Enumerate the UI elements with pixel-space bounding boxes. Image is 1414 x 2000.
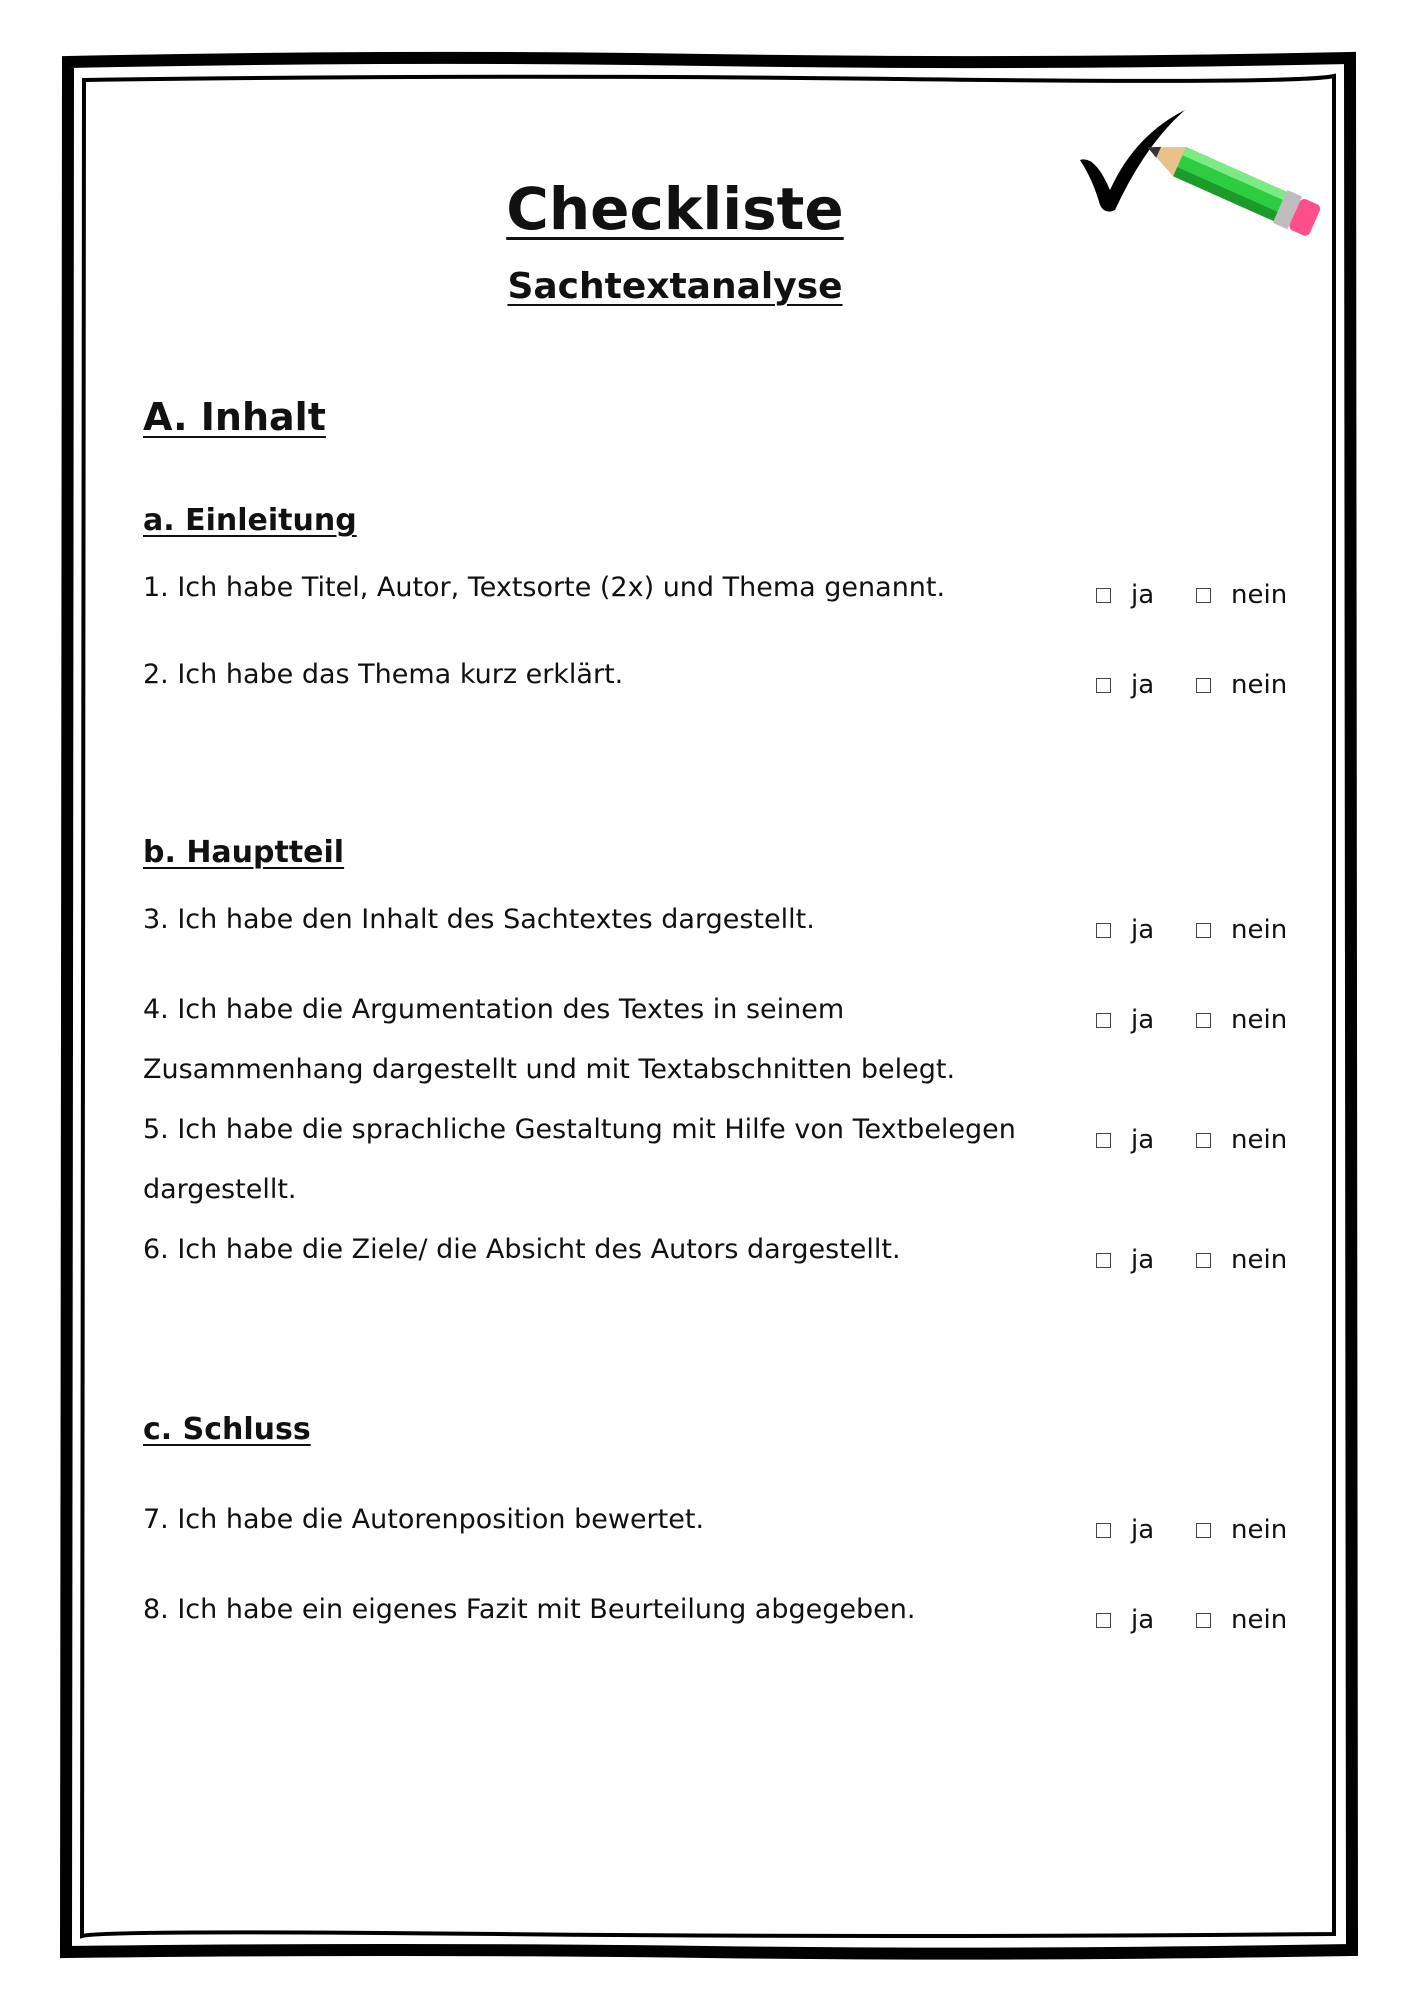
checklist-item-7-answers [1096,1515,1296,1555]
option-label-ja: ja [1131,1125,1155,1155]
checkbox-square-icon[interactable] [1196,678,1211,693]
checkbox-square-icon[interactable] [1096,1013,1111,1028]
checkbox-square-icon[interactable] [1096,588,1111,603]
checklist-item-2-answers [1096,670,1296,710]
checkbox-ja[interactable] [1096,1605,1154,1635]
checkbox-square-icon[interactable] [1096,923,1111,938]
option-label-nein: nein [1231,915,1288,945]
checklist-item-5-answers [1096,1125,1296,1165]
option-label-nein: nein [1231,1125,1288,1155]
option-label-ja: ja [1131,580,1155,610]
checkbox-ja[interactable] [1096,1005,1154,1035]
subsection-heading-hauptteil: b. Hauptteil [143,835,345,870]
option-label-nein: nein [1231,580,1288,610]
document-title: Checkliste [506,175,844,243]
option-label-ja: ja [1131,1005,1155,1035]
option-label-ja: ja [1131,1245,1155,1275]
checklist-item-7-text: 7. Ich habe die Autorenposition bewertet. [143,1504,705,1535]
checkbox-square-icon[interactable] [1096,678,1111,693]
checkbox-ja[interactable] [1096,1515,1154,1545]
subsection-heading-einleitung: a. Einleitung [143,503,357,538]
option-label-nein: nein [1231,670,1288,700]
checkbox-ja[interactable] [1096,1245,1154,1275]
checkbox-square-icon[interactable] [1196,1013,1211,1028]
checkbox-ja[interactable] [1096,915,1154,945]
checkbox-nein[interactable] [1196,580,1287,610]
checkbox-square-icon[interactable] [1096,1523,1111,1538]
checkbox-nein[interactable] [1196,1605,1287,1635]
option-label-nein: nein [1231,1605,1288,1635]
option-label-ja: ja [1131,670,1155,700]
option-label-nein: nein [1231,1005,1288,1035]
checklist-item-1-answers [1096,580,1296,620]
subsection-heading-schluss: c. Schluss [143,1412,311,1447]
checklist-item-6-answers [1096,1245,1296,1285]
checkbox-nein[interactable] [1196,1125,1287,1155]
checklist-item-2-text: 2. Ich habe das Thema kurz erklärt. [143,659,624,690]
option-label-ja: ja [1131,1605,1155,1635]
checklist-item-3-text: 3. Ich habe den Inhalt des Sachtextes dargestellt. [143,904,815,935]
checkbox-nein[interactable] [1196,670,1287,700]
option-label-nein: nein [1231,1515,1288,1545]
checkbox-nein[interactable] [1196,1005,1287,1035]
checkbox-ja[interactable] [1096,580,1154,610]
checklist-item-3-answers [1096,915,1296,955]
checkbox-square-icon[interactable] [1196,1253,1211,1268]
checklist-item-1-text: 1. Ich habe Titel, Autor, Textsorte (2x) und Thema genannt. [143,572,946,603]
checkbox-nein[interactable] [1196,1245,1287,1275]
checkbox-square-icon[interactable] [1196,1613,1211,1628]
checklist-item-8-answers [1096,1605,1296,1645]
option-label-ja: ja [1131,915,1155,945]
checkbox-square-icon[interactable] [1196,1523,1211,1538]
checklist-item-4-answers [1096,1005,1296,1045]
section-heading-inhalt: A. Inhalt [143,395,326,439]
checkbox-square-icon[interactable] [1096,1613,1111,1628]
checklist-item-4-text: 4. Ich habe die Argumentation des Textes in seinem Zusammenhang dargestellt und mit Textabschnitten belegt. [143,994,956,1085]
checklist-item-6-text: 6. Ich habe die Ziele/ die Absicht des Autors dargestellt. [143,1234,901,1265]
checklist-item-5-text: 5. Ich habe die sprachliche Gestaltung mit Hilfe von Textbelegen dargestellt. [143,1114,1016,1205]
checkbox-nein[interactable] [1196,1515,1287,1545]
checkbox-square-icon[interactable] [1196,923,1211,938]
option-label-ja: ja [1131,1515,1155,1545]
checkbox-square-icon[interactable] [1096,1253,1111,1268]
checklist-item-8-text: 8. Ich habe ein eigenes Fazit mit Beurteilung abgegeben. [143,1594,916,1625]
checkbox-square-icon[interactable] [1096,1133,1111,1148]
checkbox-ja[interactable] [1096,1125,1154,1155]
checkbox-square-icon[interactable] [1196,1133,1211,1148]
checkbox-ja[interactable] [1096,670,1154,700]
checkbox-nein[interactable] [1196,915,1287,945]
option-label-nein: nein [1231,1245,1288,1275]
document-subtitle: Sachtextanalyse [507,266,843,307]
checkbox-square-icon[interactable] [1196,588,1211,603]
